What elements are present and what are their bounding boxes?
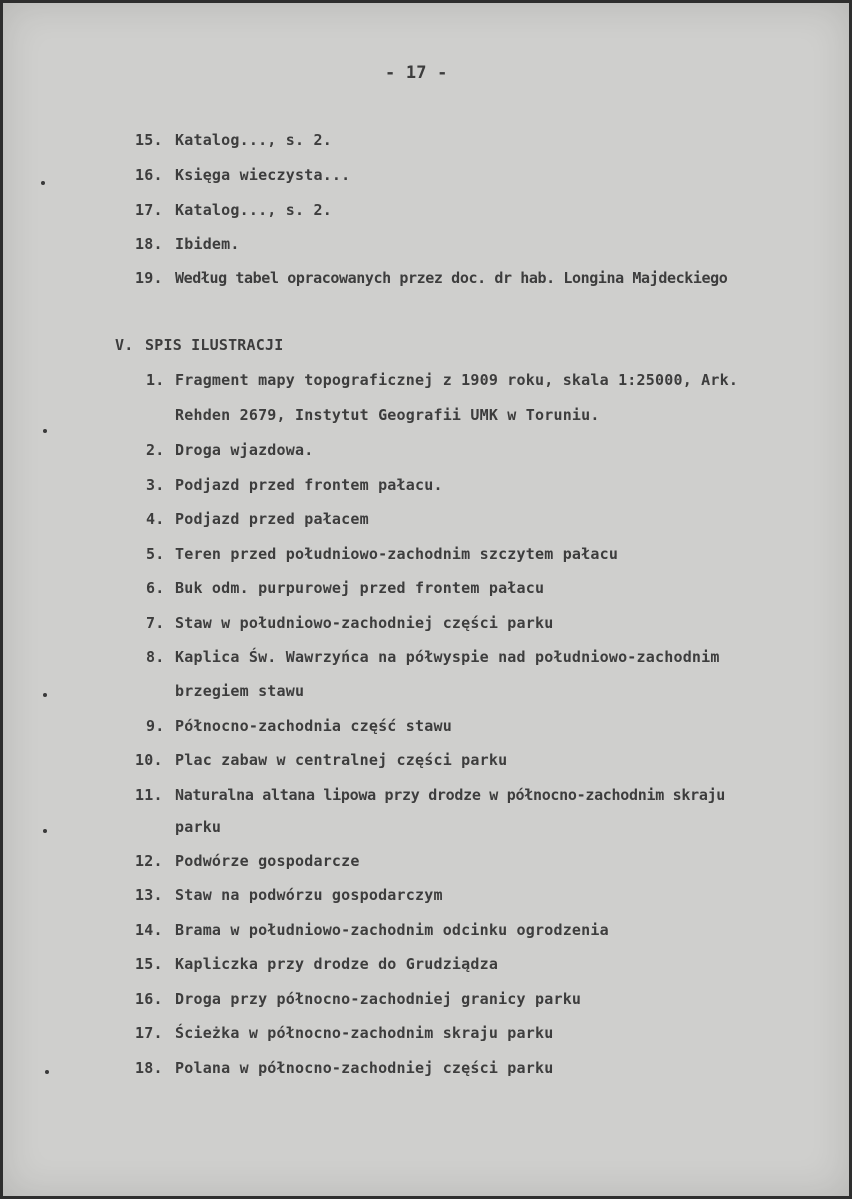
illustration-caption: Ścieżka w północno-zachodnim skraju parku: [175, 1024, 554, 1042]
note-text: Katalog..., s. 2.: [175, 201, 332, 219]
illustration-caption: Kaplica Św. Wawrzyńca na półwyspie nad południowo-zachodnim: [175, 648, 720, 666]
illustration-number: 12.: [135, 852, 163, 870]
illustration-caption-continued: Rehden 2679, Instytut Geografii UMK w Toruniu.: [175, 406, 600, 424]
margin-dot: [43, 693, 47, 697]
illustration-number: 11.: [135, 786, 163, 804]
illustration-caption: Plac zabaw w centralnej części parku: [175, 751, 508, 769]
illustration-caption: Droga przy północno-zachodniej granicy parku: [175, 990, 582, 1008]
margin-dot: [45, 1070, 49, 1074]
illustration-caption: Podjazd przed frontem pałacu.: [175, 476, 443, 494]
note-number: 18.: [135, 235, 163, 253]
margin-dot: [43, 429, 47, 433]
illustration-caption: Północno-zachodnia część stawu: [175, 717, 452, 735]
section-title: SPIS ILUSTRACJI: [145, 336, 284, 354]
illustration-number: 18.: [135, 1059, 163, 1077]
illustration-caption: Teren przed południowo-zachodnim szczytem pałacu: [175, 545, 619, 563]
note-number: 17.: [135, 201, 163, 219]
illustration-caption: Naturalna altana lipowa przy drodze w północno-zachodnim skraju: [175, 786, 726, 804]
note-text: Księga wieczysta...: [175, 166, 351, 184]
margin-dot: [43, 829, 47, 833]
page-number: - 17 -: [385, 63, 448, 83]
illustration-number: 8.: [146, 648, 165, 666]
illustration-caption: Fragment mapy topograficznej z 1909 roku, skala 1:25000, Ark.: [175, 371, 739, 389]
illustration-number: 5.: [146, 545, 165, 563]
illustration-number: 10.: [135, 751, 163, 769]
note-text: Ibidem.: [175, 235, 240, 253]
illustration-number: 7.: [146, 614, 165, 632]
illustration-number: 6.: [146, 579, 165, 597]
illustration-number: 13.: [135, 886, 163, 904]
illustration-caption: Podjazd przed pałacem: [175, 510, 369, 528]
illustration-caption: Staw w południowo-zachodniej części parku: [175, 614, 554, 632]
illustration-number: 9.: [146, 717, 165, 735]
note-text: Według tabel opracowanych przez doc. dr hab. Longina Majdeckiego: [175, 269, 728, 287]
illustration-caption: Polana w północno-zachodniej części parku: [175, 1059, 554, 1077]
note-number: 19.: [135, 269, 163, 287]
section-number: V.: [115, 336, 134, 354]
illustration-caption: Podwórze gospodarcze: [175, 852, 360, 870]
illustration-number: 3.: [146, 476, 165, 494]
illustration-number: 14.: [135, 921, 163, 939]
illustration-caption: Droga wjazdowa.: [175, 441, 314, 459]
illustration-number: 4.: [146, 510, 165, 528]
illustration-number: 17.: [135, 1024, 163, 1042]
illustration-number: 2.: [146, 441, 165, 459]
illustration-number: 16.: [135, 990, 163, 1008]
note-number: 15.: [135, 131, 163, 149]
illustration-caption: Kapliczka przy drodze do Grudziądza: [175, 955, 499, 973]
illustration-caption-continued: brzegiem stawu: [175, 682, 305, 700]
illustration-number: 1.: [146, 371, 165, 389]
illustration-caption: Staw na podwórzu gospodarczym: [175, 886, 443, 904]
illustration-caption: Brama w południowo-zachodnim odcinku ogrodzenia: [175, 921, 609, 939]
margin-dot: [41, 181, 45, 185]
illustration-caption: Buk odm. purpurowej przed frontem pałacu: [175, 579, 545, 597]
illustration-caption-continued: parku: [175, 818, 222, 836]
document-page: [3, 3, 849, 1196]
note-number: 16.: [135, 166, 163, 184]
illustration-number: 15.: [135, 955, 163, 973]
note-text: Katalog..., s. 2.: [175, 131, 332, 149]
